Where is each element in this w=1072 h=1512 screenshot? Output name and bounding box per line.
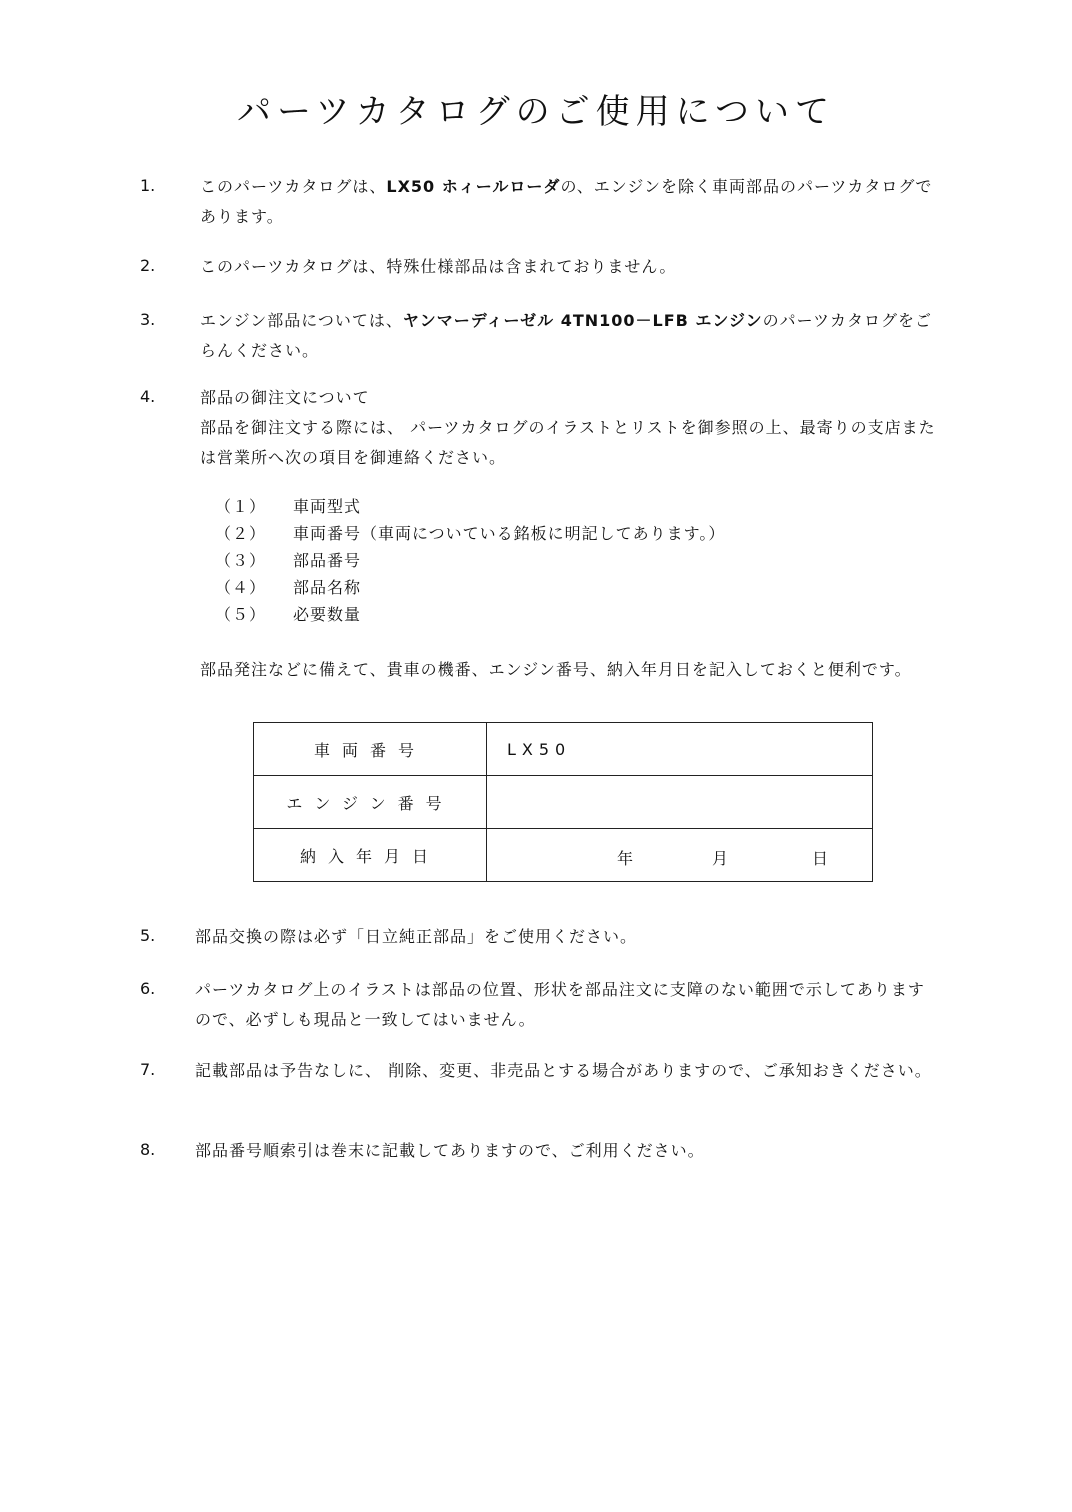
item-text: 部品番号順索引は巻末に記載してありますので、ご利用ください。 xyxy=(195,1141,705,1160)
subitem-text: 車両番号（車両についている銘板に明記してあります。） xyxy=(293,524,726,543)
date-year: 年 xyxy=(617,849,634,868)
item-number: 2. xyxy=(140,256,156,275)
item-number: 5. xyxy=(140,926,156,945)
table-value: LX50 xyxy=(487,723,873,776)
subitem-number: （２） xyxy=(215,524,267,543)
subitem-text: 部品番号 xyxy=(293,551,362,570)
table-row xyxy=(254,723,873,776)
item-text: 部品を御注文する際には、 パーツカタログのイラストとリストを御参照の上、最寄りの支店または営業所へ次の項目を御連絡ください。 xyxy=(200,418,936,467)
table-label: 車両番号 xyxy=(254,723,487,776)
subitem-text: 部品名称 xyxy=(293,578,362,597)
subitem-number: （１） xyxy=(215,497,267,516)
table-row xyxy=(254,829,873,882)
item-number: 3. xyxy=(140,310,156,329)
table-date-value xyxy=(487,829,873,882)
table-label: エンジン番号 xyxy=(254,776,487,829)
item-number: 1. xyxy=(140,176,156,195)
table-row xyxy=(254,776,873,829)
item-heading: 部品の御注文について xyxy=(200,388,370,407)
item-number: 8. xyxy=(140,1140,156,1159)
item-text xyxy=(200,306,940,366)
item-text xyxy=(200,172,940,232)
item-text-pre: エンジン部品については、 xyxy=(200,311,403,330)
date-day: 日 xyxy=(812,849,829,868)
subitem-text: 必要数量 xyxy=(293,605,362,624)
item-text-post: の、エンジンを除く車両部品のパーツカタログであります。 xyxy=(200,177,933,226)
item-text: このパーツカタログは、特殊仕様部品は含まれておりません。 xyxy=(200,257,677,276)
item-number: 7. xyxy=(140,1060,156,1079)
date-month: 月 xyxy=(712,849,729,868)
subitem-number: （４） xyxy=(215,578,267,597)
page-title: パーツカタログのご使用について xyxy=(237,92,835,132)
vehicle-info-table xyxy=(253,722,873,882)
item-text: パーツカタログ上のイラストは部品の位置、形状を部品注文に支障のない範囲で示してありますので、必ずしも現品と一致してはいません。 xyxy=(195,980,925,1029)
table-value xyxy=(487,776,873,829)
subitem-number: （３） xyxy=(215,551,267,570)
subitem-number: （５） xyxy=(215,605,267,624)
item-text-post: のパーツカタログをごらんください。 xyxy=(200,311,933,360)
item-number: 4. xyxy=(140,387,156,406)
subitem-text: 車両型式 xyxy=(293,497,362,516)
item-text: 記載部品は予告なしに、 削除、変更、非売品とする場合がありますので、ご承知おきください。 xyxy=(195,1061,932,1080)
table-label: 納入年月日 xyxy=(254,829,487,882)
note-text: 部品発注などに備えて、貴車の機番、エンジン番号、納入年月日を記入しておくと便利です。 xyxy=(200,660,912,679)
item-text: 部品交換の際は必ず「日立純正部品」をご使用ください。 xyxy=(195,927,638,946)
item-number: 6. xyxy=(140,979,156,998)
item-text-pre: このパーツカタログは、 xyxy=(200,177,387,196)
item-text-bold: LX50 ホィールローダ xyxy=(386,177,561,196)
item-text-bold: ヤンマーディーゼル 4TN100－LFB エンジン xyxy=(402,311,763,330)
